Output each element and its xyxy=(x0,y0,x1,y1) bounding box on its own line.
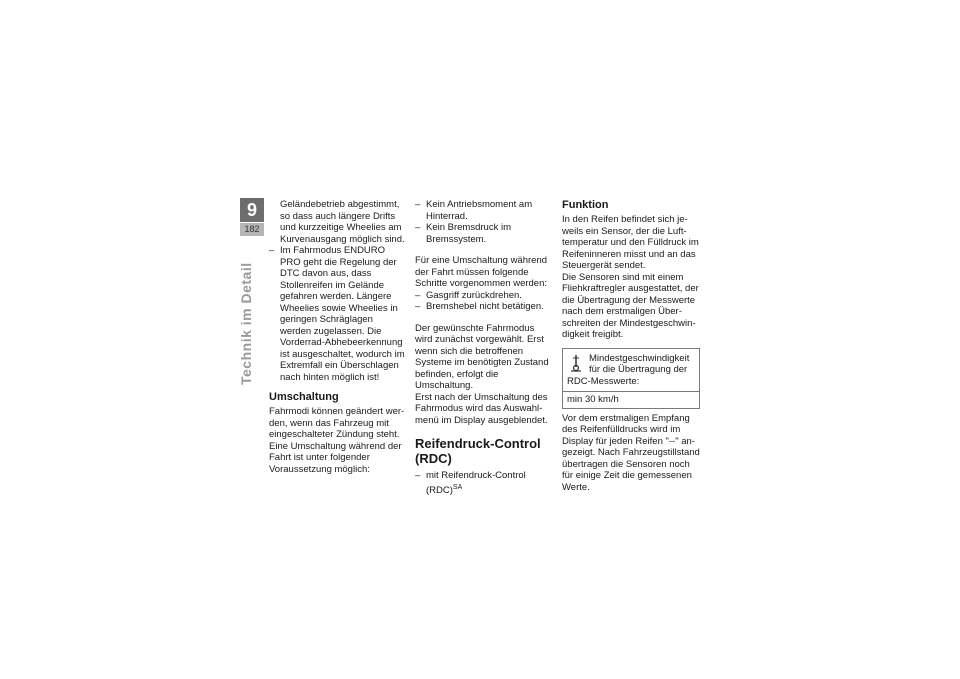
page-number: 182 xyxy=(240,223,264,236)
wrench-icon xyxy=(569,353,583,373)
list-item: – Im Fahrmodus ENDURO PRO geht die Regelung der DTC davon aus, dass Stollenreifen im Gelände gefahren werden. Längere Wheelies sowie Wheelies in geringen Schräglagen werden zugelassen. Die Vorderrad-Abhebeerkennung ist ausgeschaltet, wodurch im Extremfall ein Überschlagen nach hinten möglich ist! xyxy=(269,245,405,383)
paragraph: In den Reifen befindet sich jeweils ein Sensor, der die Lufttemperatur und den Fülldruck im Reifeninneren misst und an das Steuergerät sendet. xyxy=(562,214,699,271)
list-item: – mit Reifendruck-Control (RDC)$^{SA}$ xyxy=(415,470,552,496)
spec-value: min 30 km/h xyxy=(563,391,699,408)
list-item: – Kein Antriebsmoment am Hinterrad. xyxy=(415,199,552,222)
chapter-number: 9 xyxy=(240,198,264,222)
paragraph: Vor dem erstmaligen Empfang des Reifenfülldrucks wird im Display für jeden Reifen "--" angezeigt. Nach Fahrzeugstillstand übertragen die Sensoren noch für einige Zeit die gemessenen Werte. xyxy=(562,412,700,493)
column-2 xyxy=(415,199,552,496)
paragraph: Erst nach der Umschaltung des Fahrmodus wird das Auswahlmenü im Display ausgeblendet. xyxy=(415,391,548,426)
column-3 xyxy=(562,199,700,493)
spec-label: Mindestgeschwindigkeit für die Übertragung der RDC-Messwerte: xyxy=(567,352,690,387)
spec-box xyxy=(562,348,700,409)
list-item: – Kein Bremsdruck im Bremssystem. xyxy=(415,222,552,245)
list-item: – Bremshebel nicht betätigen. xyxy=(415,301,552,313)
list-item: – Gasgriff zurückdrehen. xyxy=(415,290,552,302)
paragraph: Der gewünschte Fahrmodus wird zunächst vorgewählt. Erst wenn sich die betroffenen Systeme im benötigten Zustand befinden, erfolgt die Umschaltung. xyxy=(415,322,549,391)
paragraph: Fahrmodi können geändert werden, wenn das Fahrzeug mit eingeschalteter Zündung steht. Eine Umschaltung während der Fahrt ist unter folgender Voraussetzung möglich: xyxy=(269,406,405,475)
column-1 xyxy=(269,199,405,475)
section-heading: Funktion xyxy=(562,199,609,211)
section-heading: Umschaltung xyxy=(269,391,339,403)
paragraph: Die Sensoren sind mit einem Fliehkraftregler ausgestattet, der die Übertragung der Messwerte nach dem erstmaligen Überschreiten der Mindestgeschwindigkeit freigibt. xyxy=(562,271,699,340)
chapter-tab xyxy=(240,198,264,236)
section-heading: Reifendruck-Control (RDC) xyxy=(415,436,541,466)
continued-text: Geländebetrieb abgestimmt, so dass auch längere Drifts und kurzzeitige Wheelies am Kurvenausgang möglich sind. xyxy=(280,199,405,245)
option-marker: SA xyxy=(452,483,463,491)
paragraph: Für eine Umschaltung während der Fahrt müssen folgende Schritte vorgenommen werden: xyxy=(415,255,548,289)
section-title: Technik im Detail xyxy=(238,262,254,385)
